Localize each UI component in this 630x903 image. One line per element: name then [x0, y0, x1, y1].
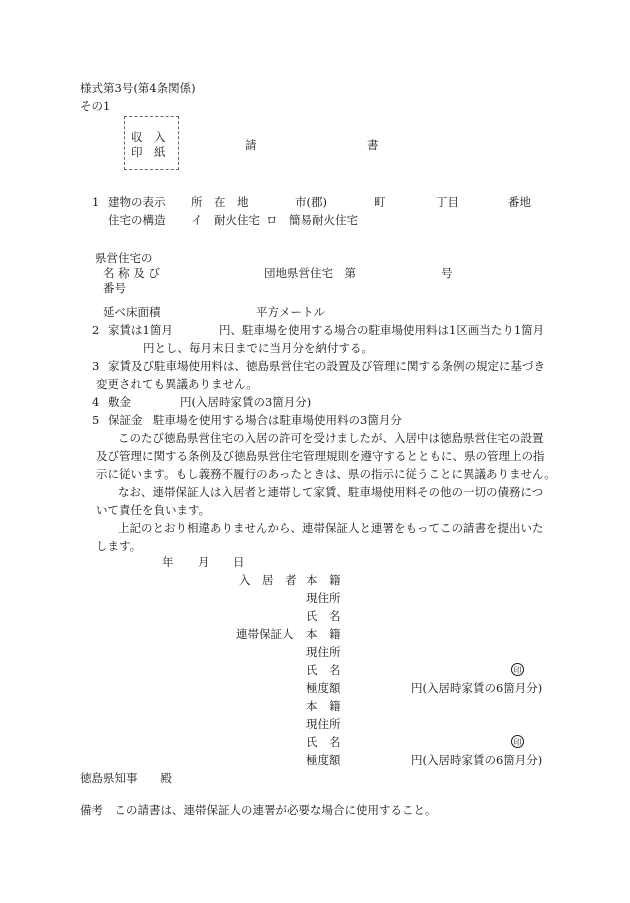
- floor-area-unit: 平方メートル: [256, 305, 325, 319]
- stamp-label-line2: 印 紙: [131, 145, 166, 159]
- title-right: 書: [367, 138, 379, 152]
- item1-label: 建物の表示: [108, 195, 166, 209]
- paragraph1-line2: 及び管理に関する条例及び徳島県営住宅管理規則を遵守するとともに、県の管理上の指: [96, 449, 545, 463]
- guarantor2-honseki: 本 籍: [306, 699, 341, 713]
- item4-number: 4: [92, 395, 100, 409]
- item5-label: 保証金: [108, 413, 143, 427]
- item5-number: 5: [92, 413, 100, 427]
- form-number: 様式第3号(第4条関係): [80, 81, 196, 95]
- guarantor1-address: 現住所: [306, 645, 341, 659]
- date-day: 日: [233, 555, 245, 569]
- structure-option-i: イ 耐火住宅: [191, 213, 260, 227]
- city-label: 市(郡): [295, 195, 327, 209]
- form-sub-number: その1: [80, 99, 111, 113]
- item2-line2: 円とし、毎月末日までに当月分を納付する。: [143, 341, 373, 355]
- housing-name-line1: 県営住宅の: [95, 251, 153, 265]
- guarantor1-honseki: 本 籍: [306, 627, 341, 641]
- item2-number: 2: [92, 323, 100, 337]
- item4-text: 円(入居時家賃の3箇月分): [180, 395, 312, 409]
- stamp-label-line1: 収 入: [131, 130, 166, 144]
- item3-number: 3: [92, 359, 100, 373]
- structure-option-ro: ロ 簡易耐火住宅: [266, 213, 358, 227]
- item2-line1b: 円、駐車場を使用する場合の駐車場使用料は1区画当たり1箇月: [219, 323, 545, 337]
- item4-label: 敷金: [108, 395, 131, 409]
- paragraph2-line1: なお、連帯保証人は入居者と連帯して家賃、駐車場使用料その他の一切の債務につ: [118, 485, 544, 499]
- item2-line1a: 家賃は1箇月: [108, 323, 173, 337]
- title-left: 請: [245, 138, 257, 152]
- guarantor1-name: 氏 名: [306, 663, 341, 677]
- guarantor2-limit-value: 円(入居時家賃の6箇月分): [411, 753, 543, 767]
- addressee: 徳島県知事 殿: [80, 771, 172, 785]
- guarantor1-limit: 極度額: [306, 681, 341, 695]
- item1-number: 1: [92, 195, 100, 209]
- paragraph3-line1: 上記のとおり相違ありませんから、連帯保証人と連署をもってこの請書を提出いた: [118, 521, 544, 535]
- guarantor1-limit-value: 円(入居時家賃の6箇月分): [411, 681, 543, 695]
- item5-text: 駐車場を使用する場合は駐車場使用料の3箇月分: [153, 413, 402, 427]
- seal-mark-2: 印: [511, 735, 524, 748]
- paragraph2-line2: いて責任を負います。: [96, 503, 211, 517]
- housing-name-line3: 番号: [103, 281, 126, 295]
- structure-label: 住宅の構造: [108, 213, 166, 227]
- guarantor2-name: 氏 名: [306, 735, 341, 749]
- danchi-label: 団地県営住宅 第: [264, 266, 356, 280]
- town-label: 町: [374, 195, 386, 209]
- remarks-note: 備考 この請書は、連帯保証人の連署が必要な場合に使用すること。: [80, 803, 437, 817]
- housing-name-line2: 名 称 及 び: [103, 266, 160, 280]
- chome-label: 丁目: [436, 195, 459, 209]
- paragraph1-line1: このたび徳島県営住宅の入居の許可を受けましたが、入居中は徳島県営住宅の設置: [118, 431, 544, 445]
- item3-line2: 変更されても異議ありません。: [96, 377, 258, 391]
- paragraph3-line2: します。: [96, 539, 142, 553]
- tenant-honseki: 本 籍: [306, 573, 341, 587]
- tenant-address: 現住所: [306, 591, 341, 605]
- banchi-label: 番地: [508, 195, 531, 209]
- tenant-label: 入 居 者: [239, 573, 297, 587]
- guarantor2-limit: 極度額: [306, 753, 341, 767]
- date-month: 月: [198, 555, 210, 569]
- guarantor-label: 連帯保証人: [236, 627, 294, 641]
- floor-area-label: 延べ床面積: [103, 305, 161, 319]
- paragraph1-line3: 示に従います。もし義務不履行のあったときは、県の指示に従うことに異議ありません。: [96, 467, 556, 481]
- item3-line1: 家賃及び駐車場使用料は、徳島県営住宅の設置及び管理に関する条例の規定に基づき: [108, 359, 545, 373]
- date-year: 年: [162, 555, 174, 569]
- location-label: 所 在 地: [191, 195, 249, 209]
- seal-mark-1: 印: [511, 663, 524, 676]
- tenant-name: 氏 名: [306, 609, 341, 623]
- guarantor2-address: 現住所: [306, 717, 341, 731]
- go-label: 号: [441, 266, 453, 280]
